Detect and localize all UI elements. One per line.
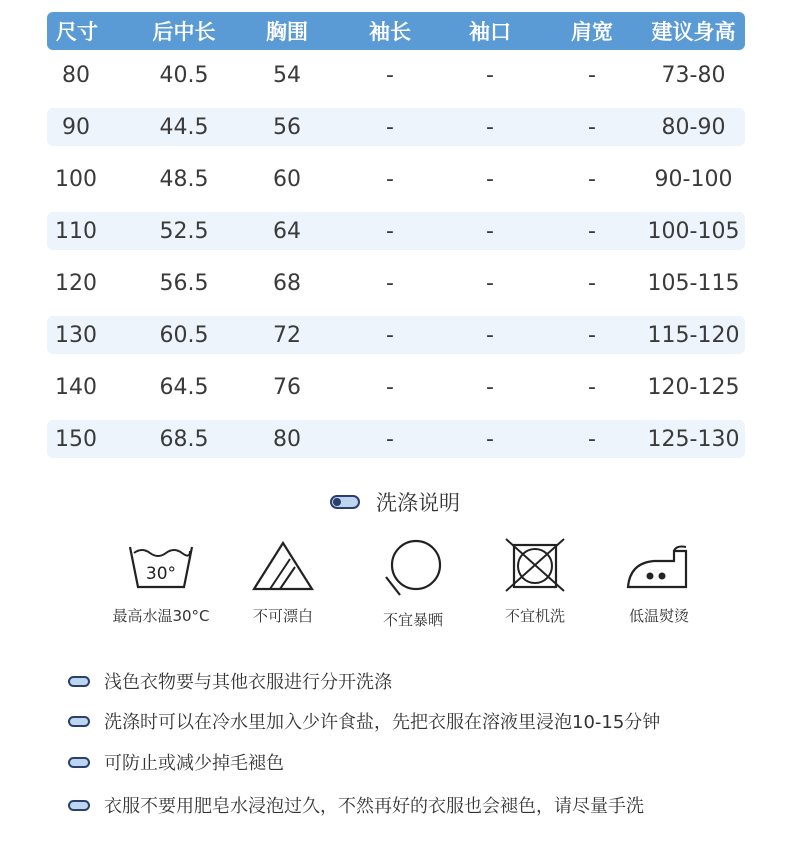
wash-note [68,668,392,694]
care-item-no-sun-dry [348,537,478,630]
care-label-no-bleach: 不可漂白 [252,607,313,625]
cell-size: 100 [55,166,97,192]
table-body [47,56,745,458]
pill-bullet-icon [330,495,360,509]
cell-size: 150 [55,426,97,452]
cell-cuff: - [486,114,494,140]
cell-chest: 72 [273,322,301,348]
wash-note [68,708,660,734]
header-suggested-height: 建议身高 [651,20,736,44]
care-label-no-tumble-dry: 不宜机洗 [504,607,565,625]
care-label-wash-30: 最高水温30°C [112,607,210,625]
no-sun-dry-icon [378,537,448,597]
cell-sleeve-length: - [386,270,394,296]
no-tumble-dry-icon [500,537,570,593]
wash-note-text: 洗涤时可以在冷水里加入少许食盐，先把衣服在溶液里浸泡10-15分钟 [104,712,661,733]
cell-cuff: - [486,218,494,244]
wash-note-text: 可防止或减少掉毛褪色 [104,753,284,774]
cell-sleeve-length: - [386,322,394,348]
pill-bullet-icon [68,676,90,687]
cell-sleeve-length: - [386,114,394,140]
cell-shoulder: - [588,270,596,296]
cell-back-length: 44.5 [159,114,209,140]
cell-suggested-height: 100-105 [647,218,740,244]
cell-size: 140 [55,374,97,400]
table-row [47,56,745,94]
cell-chest: 76 [273,374,301,400]
care-item-low-iron [594,537,724,626]
cell-shoulder: - [588,374,596,400]
care-label-no-sun-dry: 不宜暴晒 [382,611,443,629]
cell-sleeve-length: - [386,218,394,244]
table-row [47,108,745,146]
cell-suggested-height: 73-80 [661,62,726,88]
wash-note-text: 浅色衣物要与其他衣服进行分开洗涤 [104,672,392,693]
wash-instructions-heading [0,487,790,517]
wash-30-text: 30° [145,564,177,584]
cell-suggested-height: 115-120 [647,322,740,348]
cell-shoulder: - [588,166,596,192]
header-sleeve-length: 袖长 [369,20,411,44]
cell-size: 110 [55,218,97,244]
cell-suggested-height: 80-90 [661,114,726,140]
cell-shoulder: - [588,114,596,140]
table-row [47,368,745,406]
cell-suggested-height: 105-115 [647,270,740,296]
wash-note-text: 衣服不要用肥皂水浸泡过久，不然再好的衣服也会褪色，请尽量手洗 [104,796,644,817]
low-iron-icon [624,537,694,593]
cell-back-length: 64.5 [159,374,209,400]
cell-suggested-height: 90-100 [654,166,733,192]
care-label-low-iron: 低温熨烫 [628,607,689,625]
cell-size: 120 [55,270,97,296]
header-chest: 胸围 [266,20,308,44]
care-item-no-tumble-dry [470,537,600,626]
cell-back-length: 60.5 [159,322,209,348]
cell-sleeve-length: - [386,166,394,192]
cell-cuff: - [486,270,494,296]
cell-shoulder: - [588,62,596,88]
cell-sleeve-length: - [386,426,394,452]
cell-back-length: 40.5 [159,62,209,88]
cell-back-length: 56.5 [159,270,209,296]
cell-sleeve-length: - [386,62,394,88]
cell-cuff: - [486,166,494,192]
wash-title: 洗涤说明 [376,491,460,515]
cell-chest: 60 [273,166,301,192]
cell-back-length: 48.5 [159,166,209,192]
cell-chest: 64 [273,218,301,244]
cell-chest: 56 [273,114,301,140]
cell-size: 130 [55,322,97,348]
table-row [47,420,745,458]
pill-bullet-icon [68,757,90,768]
header-shoulder: 肩宽 [571,20,613,44]
pill-bullet-icon [68,800,90,811]
cell-cuff: - [486,62,494,88]
cell-chest: 54 [273,62,301,88]
cell-cuff: - [486,426,494,452]
wash-note [68,792,644,818]
header-cuff: 袖口 [469,20,511,44]
cell-cuff: - [486,374,494,400]
size-chart-table [47,12,745,472]
care-item-no-bleach [218,537,348,626]
wash-30-icon [126,537,196,593]
cell-suggested-height: 120-125 [647,374,740,400]
table-row [47,160,745,198]
wash-note [68,749,284,775]
cell-shoulder: - [588,322,596,348]
care-item-wash-30 [96,537,226,626]
cell-suggested-height: 125-130 [647,426,740,452]
cell-back-length: 52.5 [159,218,209,244]
no-bleach-icon [248,537,318,593]
table-row [47,316,745,354]
cell-sleeve-length: - [386,374,394,400]
cell-shoulder: - [588,426,596,452]
cell-back-length: 68.5 [159,426,209,452]
pill-bullet-icon [68,716,90,727]
care-symbols [0,537,790,657]
table-header-row [47,12,745,50]
header-size: 尺寸 [56,20,98,44]
cell-chest: 68 [273,270,301,296]
table-row [47,212,745,250]
header-back-length: 后中长 [152,20,216,44]
cell-size: 90 [62,114,90,140]
cell-shoulder: - [588,218,596,244]
cell-size: 80 [62,62,90,88]
table-row [47,264,745,302]
cell-cuff: - [486,322,494,348]
cell-chest: 80 [273,426,301,452]
